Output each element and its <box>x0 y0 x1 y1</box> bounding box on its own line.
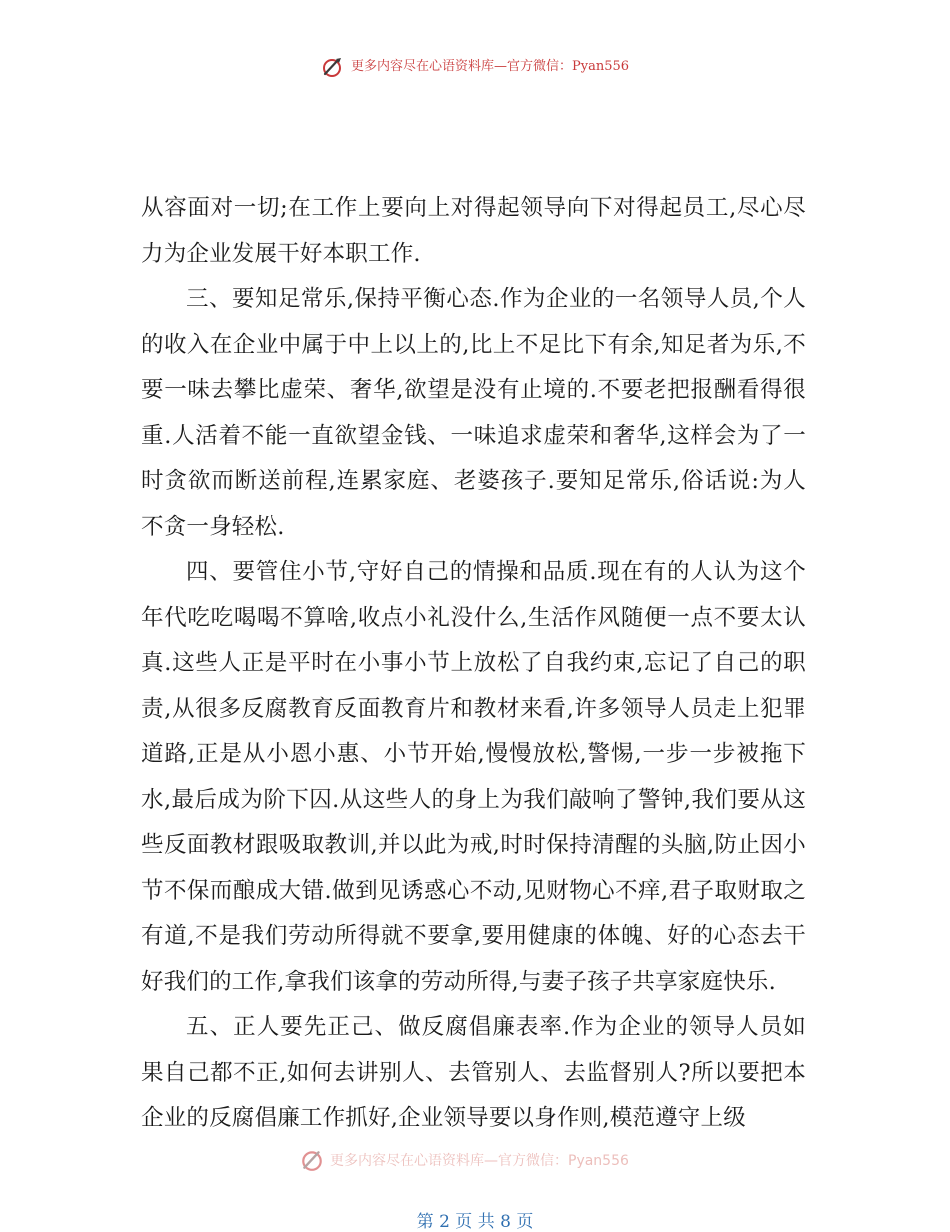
page-number: 第 2 页 共 8 页 <box>416 1212 534 1232</box>
watermark-text: 更多内容尽在心语资料库—官方微信：Pyan556 <box>330 1153 629 1169</box>
watermark <box>300 1146 660 1174</box>
paragraph: 四、要管住小节,守好自己的情操和品质.现在有的人认为这个年代吃吃喝喝不算啥,收点小礼没什么,生活作风随便一点不要太认真.这些人正是平时在小事小节上放松了自我约束,忘记了自己的职责,从很多反腐教育反面教育片和教材来看,许多领导人员走上犯罪道路,正是从小恩小惠、小节开始,慢慢放松,警惕,一步一步被拖下水,最后成为阶下囚.从这些人的身上为我们敲响了警钟,我们要从这些反面教材跟吸取教训,并以此为戒,时时保持清醒的头脑,防止因小节不保而酿成大错.做到见诱惑心不动,见财物心不痒,君子取财取之有道,不是我们劳动所得就不要拿,要用健康的体魄、好的心态去干好我们的工作,拿我们该拿的劳动所得,与妻子孩子共享家庭快乐. <box>141 559 806 995</box>
header-text: 更多内容尽在心语资料库—官方微信：Pyan556 <box>351 59 630 74</box>
quill-logo-icon <box>300 1148 324 1172</box>
paragraph: 五、正人要先正己、做反腐倡廉表率.作为企业的领导人员如果自己都不正,如何去讲别人、去管别人、去监督别人?所以要把本企业的反腐倡廉工作抓好,企业领导要以身作则,模范遵守上级 <box>141 1014 806 1131</box>
page-header <box>0 56 950 78</box>
quill-logo-icon <box>321 56 343 78</box>
paragraph: 三、要知足常乐,保持平衡心态.作为企业的一名领导人员,个人的收入在企业中属于中上以上的,比上不足比下有余,知足者为乐,不要一味去攀比虚荣、奢华,欲望是没有止境的.不要老把报酬看得很重.人活着不能一直欲望金钱、一味追求虚荣和奢华,这样会为了一时贪欲而断送前程,连累家庭、老婆孩子.要知足常乐,俗话说:为人不贪一身轻松. <box>141 286 806 540</box>
document-body <box>141 186 806 1142</box>
paragraph: 从容面对一切;在工作上要向上对得起领导向下对得起员工,尽心尽力为企业发展干好本职工作. <box>141 195 806 267</box>
